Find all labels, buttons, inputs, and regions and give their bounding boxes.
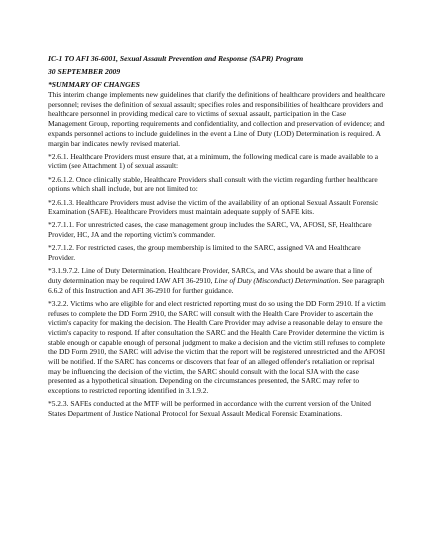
paragraph-3-1-9-7-2 bbox=[48, 266, 386, 295]
paragraph-2-6-1-3: *2.6.1.3. Healthcare Providers must advise the victim of the availability of an optional Sexual Assault Forensic Examination (SAFE). Healthcare Providers must maintain adequate supply of SAFE kits. bbox=[48, 197, 379, 217]
paragraph-3-2-2: *3.2.2. Victims who are eligible for and elect restricted reporting must do so using the DD Form 2910. If a victim refuses to complete the DD Form 2910, the SARC will consult with the Health Care Provider to ascertain the victim's capacity for making the decision. The Health Care Provider may advise a reasonable delay to ensure the victim's capacity to respond. If after consultation the SARC and the Health Care Provider determine the victim is stable enough or capable enough of personal judgment to make a decision and the victim still refuses to complete the DD Form 2910, the SARC will advise the victim that the report will be registered unrestricted and the AFOSI will be notified. If the SARC has concerns or discovers that fear of an alleged offender's retaliation or reprisal may be influencing the decision of the victim, the SARC should consult with the local SJA with the case presented as a hypothetical situation. Depending on the circumstances presented, the SARC may refer to exceptions to restricted reporting identified in 3.1.9.2. bbox=[48, 298, 386, 396]
summary-heading: *SUMMARY OF CHANGES bbox=[48, 80, 140, 89]
summary-paragraph: This interim change implements new guidelines that clarify the definitions of healthcare providers and healthcare personnel; revises the definition of sexual assault; specifies roles and responsibilities of healthcare providers and healthcare personnel in providing medical care to victims of sexual assault, participation in the Case Management Group, reporting requirements and confidentiality, and collection and preservation of evidence; and expands personnel actions to include guidelines in the event a Line of Duty (LOD) Determination is required. A margin bar indicates newly revised material. bbox=[48, 90, 386, 148]
paragraph-text: . See paragraph 6.6.2 of this Instruction and AFI 36-2910 for further guidance. bbox=[48, 275, 385, 295]
afi-title-italic: Line of Duty (Misconduct) Determination bbox=[214, 275, 339, 285]
document-date: 30 SEPTEMBER 2009 bbox=[48, 67, 121, 76]
document-title: IC-1 TO AFI 36-6001, Sexual Assault Prevention and Response (SAPR) Program bbox=[48, 54, 304, 63]
paragraph-text: *3.1.9.7.2. Line of Duty Determination. Healthcare Provider, SARCs, and VAs should be aware that a line of duty determination may be required IAW AFI 36-2910, bbox=[48, 266, 373, 285]
paragraph-2-7-1-1: *2.7.1.1. For unrestricted cases, the case management group includes the SARC, VA, AFOSI, SF, Healthcare Provider, HC, JA and the reporting victim's commander. bbox=[48, 220, 372, 240]
document-page bbox=[48, 54, 386, 422]
paragraph-2-7-1-2: *2.7.1.2. For restricted cases, the group membership is limited to the SARC, assigned VA and Healthcare Provider. bbox=[48, 243, 361, 263]
paragraph-5-2-3: *5.2.3. SAFEs conducted at the MTF will be performed in accordance with the current version of the United States Department of Justice National Protocol for Sexual Assault Medical Forensic Examinations. bbox=[48, 399, 372, 419]
paragraph-2-6-1: *2.6.1. Healthcare Providers must ensure that, at a minimum, the following medical care is made available to a victim (see Attachment 1) of sexual assault: bbox=[48, 151, 379, 171]
paragraph-2-6-1-2: *2.6.1.2. Once clinically stable, Healthcare Providers shall consult with the victim regarding further healthcare options which shall include, but are not limited to: bbox=[48, 174, 378, 194]
